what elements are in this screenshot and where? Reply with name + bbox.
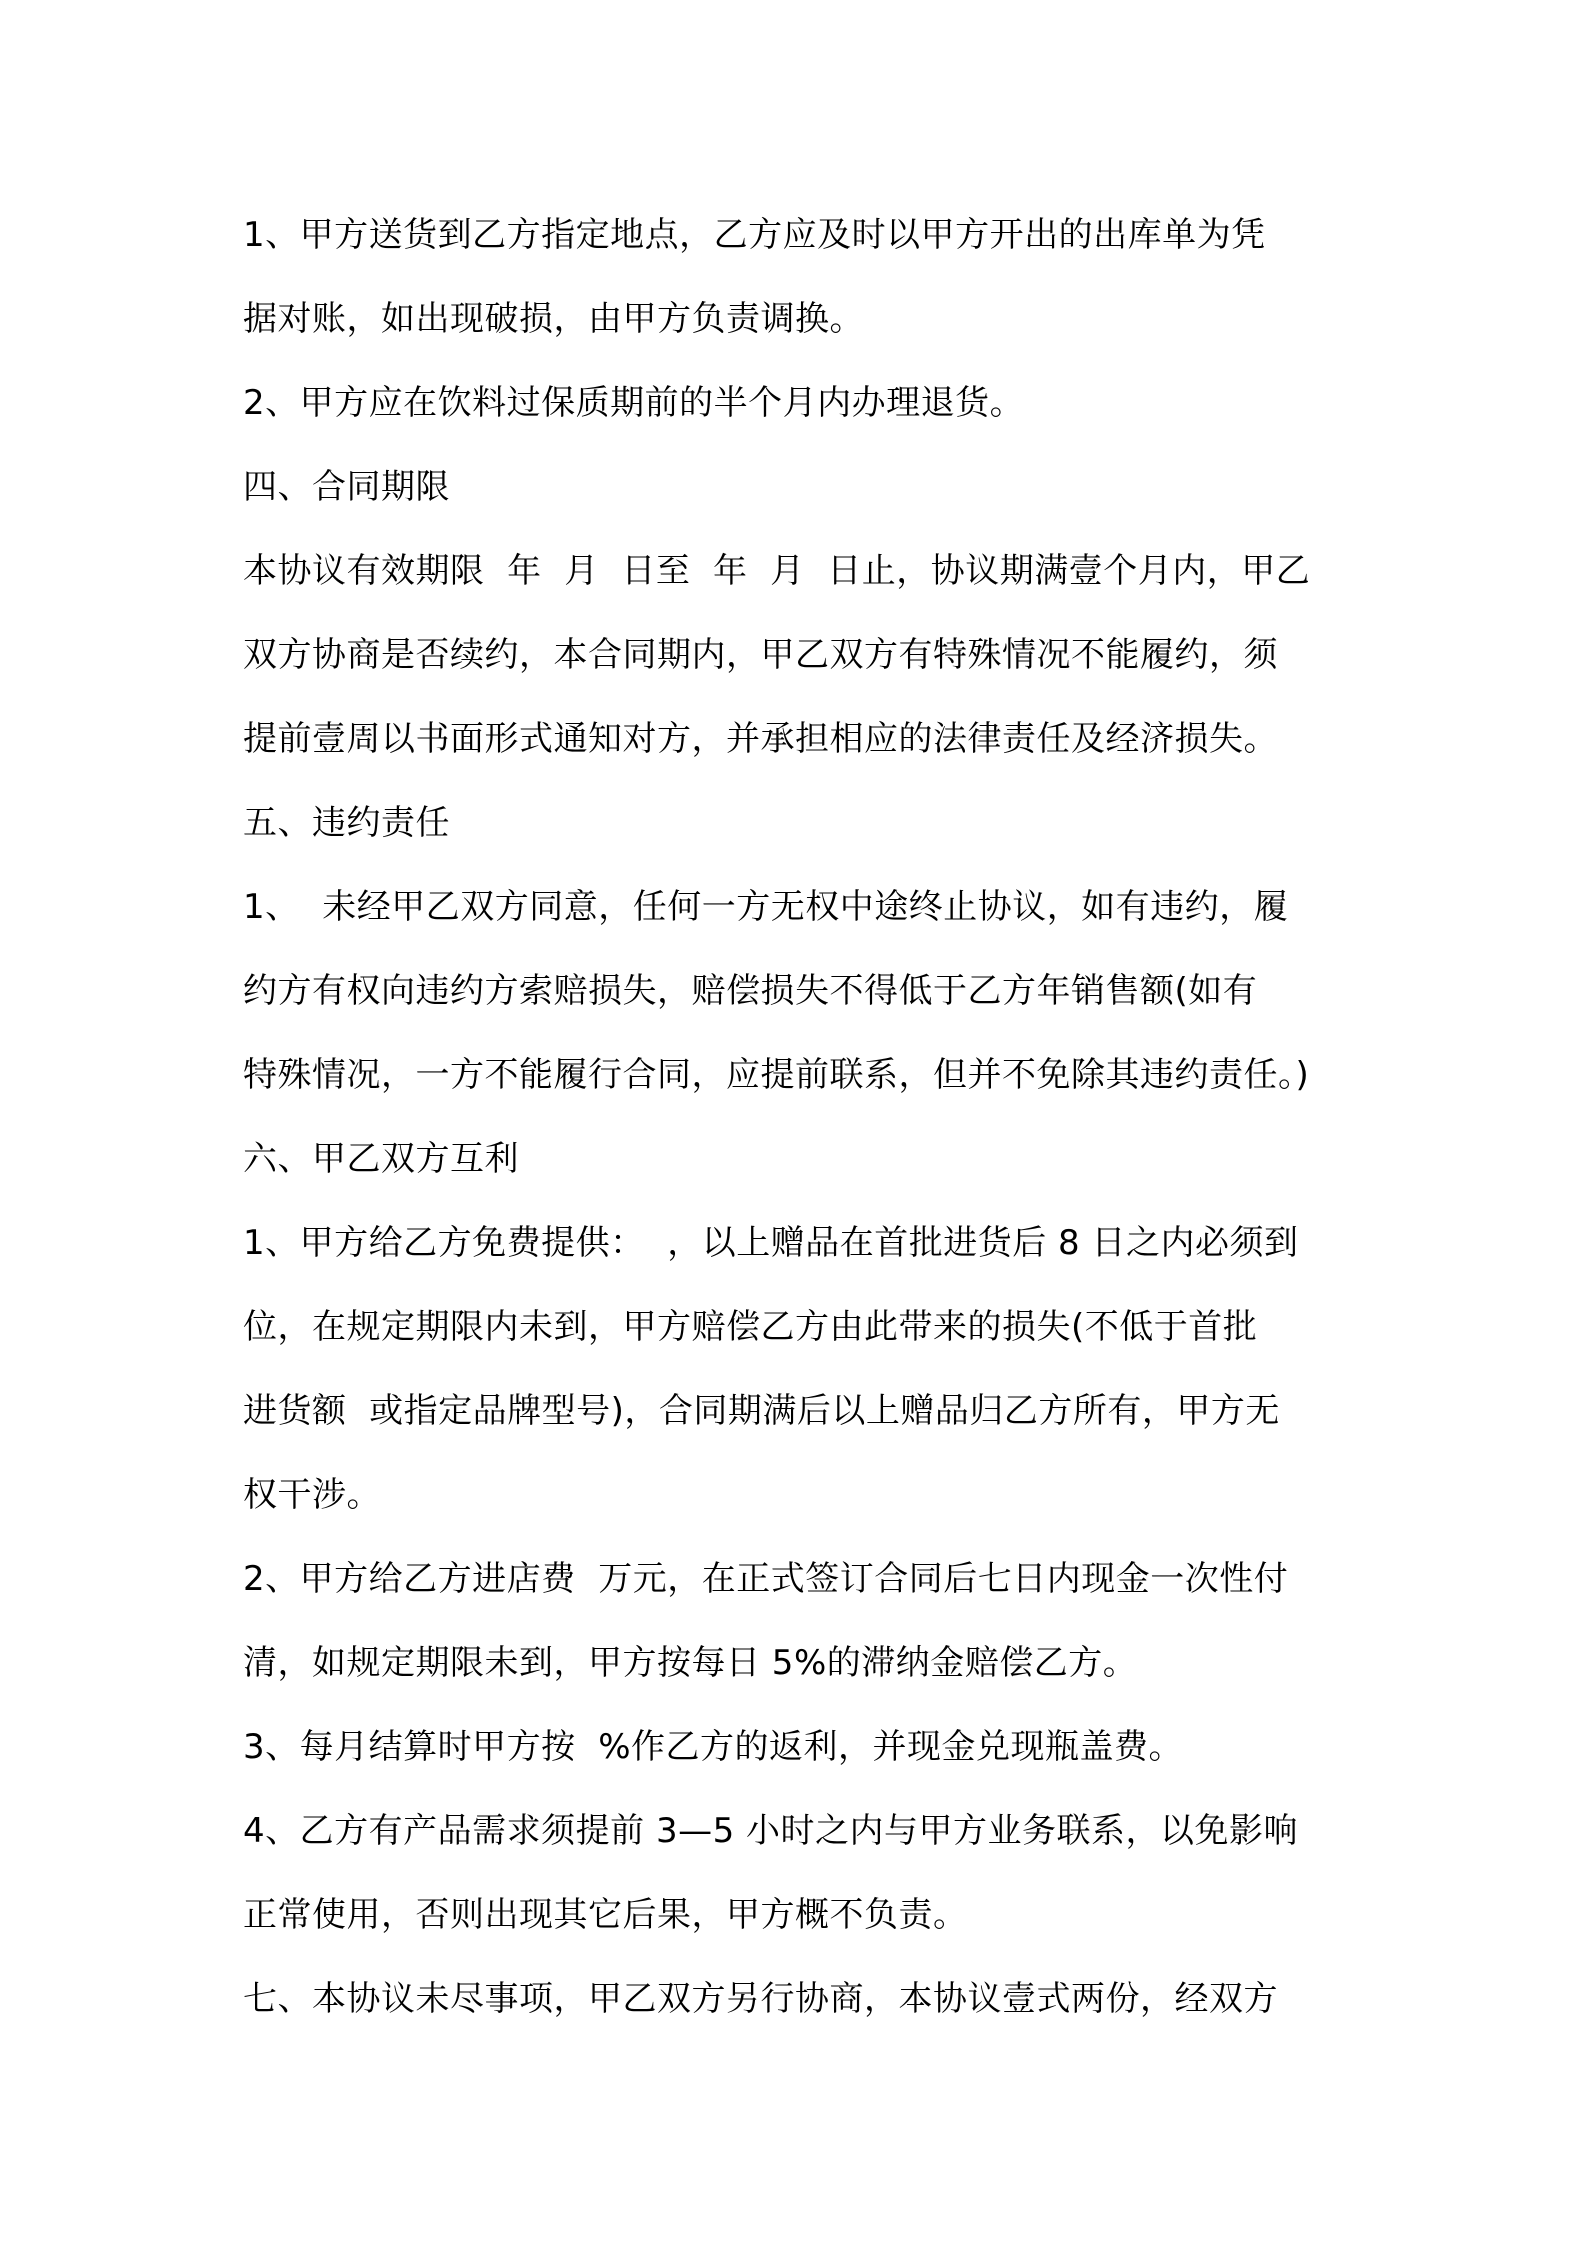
text-line: 4、乙方有产品需求须提前 3—5 小时之内与甲方业务联系，以免影响 <box>243 1811 1299 1851</box>
text-line: 1、甲方送货到乙方指定地点，乙方应及时以甲方开出的出库单为凭 <box>243 215 1266 255</box>
text-line: 据对账，如出现破损，由甲方负责调换。 <box>243 299 864 339</box>
text-line: 位，在规定期限内未到，甲方赔偿乙方由此带来的损失(不低于首批 <box>243 1307 1258 1347</box>
text-line: 特殊情况，一方不能履行合同，应提前联系，但并不免除其违约责任。) <box>243 1055 1310 1095</box>
text-line: 1、甲方给乙方免费提供： ，以上赠品在首批进货后 8 日之内必须到 <box>243 1223 1299 1263</box>
text-line: 权干涉。 <box>243 1475 381 1515</box>
section-heading: 六、甲乙双方互利 <box>243 1139 519 1179</box>
text-line: 约方有权向违约方索赔损失，赔偿损失不得低于乙方年销售额(如有 <box>243 971 1258 1011</box>
text-line: 本协议有效期限 年 月 日至 年 月 日止，协议期满壹个月内，甲乙 <box>243 551 1311 591</box>
text-line: 进货额 或指定品牌型号)，合同期满后以上赠品归乙方所有，甲方无 <box>243 1391 1280 1431</box>
section-heading: 四、合同期限 <box>243 467 450 507</box>
text-line: 1、 未经甲乙双方同意，任何一方无权中途终止协议，如有违约，履 <box>243 887 1289 927</box>
section-heading: 五、违约责任 <box>243 803 450 843</box>
section-heading: 七、本协议未尽事项，甲乙双方另行协商，本协议壹式两份，经双方 <box>243 1979 1278 2019</box>
text-line: 2、甲方给乙方进店费 万元，在正式签订合同后七日内现金一次性付 <box>243 1559 1289 1599</box>
text-line: 正常使用，否则出现其它后果，甲方概不负责。 <box>243 1895 968 1935</box>
text-line: 2、甲方应在饮料过保质期前的半个月内办理退货。 <box>243 383 1025 423</box>
contract-text <box>243 193 1358 2041</box>
text-line: 双方协商是否续约，本合同期内，甲乙双方有特殊情况不能履约，须 <box>243 635 1278 675</box>
text-line: 3、每月结算时甲方按 %作乙方的返利，并现金兑现瓶盖费。 <box>243 1727 1184 1767</box>
text-line: 清，如规定期限未到，甲方按每日 5%的滞纳金赔偿乙方。 <box>243 1643 1138 1683</box>
text-line: 提前壹周以书面形式通知对方，并承担相应的法律责任及经济损失。 <box>243 719 1278 759</box>
